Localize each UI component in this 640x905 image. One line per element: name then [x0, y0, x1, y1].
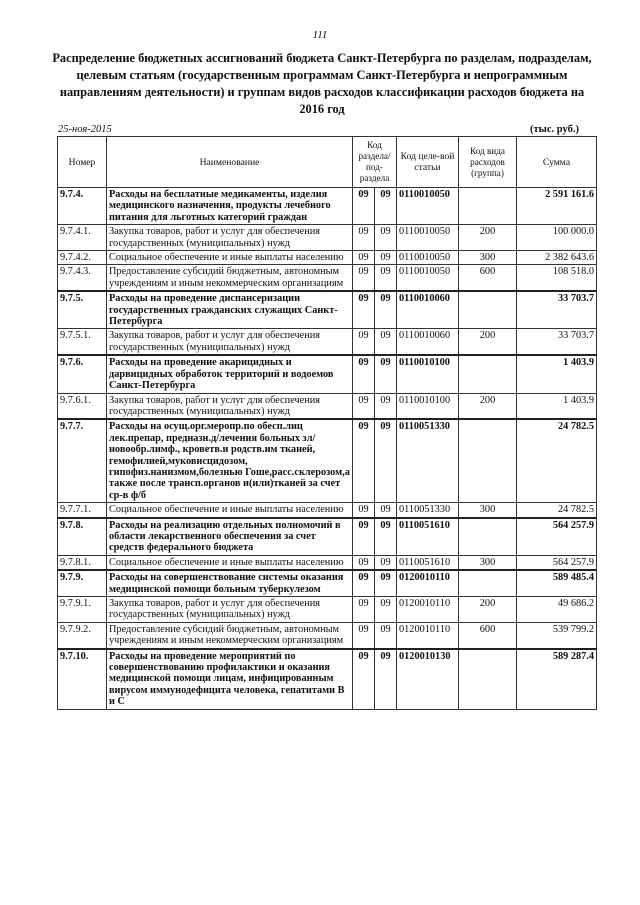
row-expense-type: [459, 570, 517, 596]
table-row: [58, 355, 597, 393]
document-title: Распределение бюджетных ассигнований бюджета Санкт-Петербурга по разделам, подразделам, целевым статьям (государственным программам Санкт-Петербурга и непрограммным направлениям деятельности) и группам видов расходов классификации расходов бюджета на 2016 год: [52, 51, 592, 116]
row-expense-type: 300: [459, 555, 517, 570]
row-section-code: 09: [353, 188, 375, 225]
table-row: [58, 622, 597, 648]
row-number: 9.7.5.1.: [58, 329, 107, 355]
row-amount: 1 403.9: [517, 393, 597, 419]
row-subsection-code: 09: [375, 518, 397, 556]
row-section-code: 09: [353, 503, 375, 518]
row-subsection-code: 09: [375, 393, 397, 419]
table-row: [58, 265, 597, 291]
table-row: [58, 555, 597, 570]
units-label: (тыс. руб.): [530, 124, 579, 135]
row-target-code: 0120010110: [397, 622, 459, 648]
row-expense-type: 200: [459, 225, 517, 251]
row-subsection-code: 09: [375, 265, 397, 291]
row-amount: 1 403.9: [517, 355, 597, 393]
row-expense-type: [459, 649, 517, 710]
row-subsection-code: 09: [375, 355, 397, 393]
row-section-code: 09: [353, 649, 375, 710]
row-expense-type: [459, 355, 517, 393]
row-name: Предоставление субсидий бюджетным, автономным учреждениям и иным некоммерческим организациям: [107, 265, 353, 291]
row-subsection-code: 09: [375, 225, 397, 251]
row-expense-type: 200: [459, 597, 517, 623]
row-amount: 589 485.4: [517, 570, 597, 596]
row-amount: 539 799.2: [517, 622, 597, 648]
row-subsection-code: 09: [375, 555, 397, 570]
row-expense-type: 600: [459, 622, 517, 648]
table-row: [58, 503, 597, 518]
row-name: Закупка товаров, работ и услуг для обеспечения государственных (муниципальных) нужд: [107, 393, 353, 419]
row-section-code: 09: [353, 251, 375, 265]
row-target-code: 0110010050: [397, 225, 459, 251]
row-number: 9.7.9.2.: [58, 622, 107, 648]
row-name: Закупка товаров, работ и услуг для обеспечения государственных (муниципальных) нужд: [107, 329, 353, 355]
row-name: Расходы на проведение акарицидных и дарвицидных обработок территорий и водоемов Санкт-Петербурга: [107, 355, 353, 393]
row-target-code: 0110010050: [397, 188, 459, 225]
row-expense-type: 600: [459, 265, 517, 291]
row-subsection-code: 09: [375, 622, 397, 648]
row-expense-type: [459, 291, 517, 329]
row-expense-type: 300: [459, 503, 517, 518]
row-amount: 2 591 161.6: [517, 188, 597, 225]
row-subsection-code: 09: [375, 251, 397, 265]
table-row: [58, 251, 597, 265]
row-number: 9.7.8.1.: [58, 555, 107, 570]
row-name: Предоставление субсидий бюджетным, автономным учреждениям и иным некоммерческим организациям: [107, 622, 353, 648]
row-amount: 24 782.5: [517, 503, 597, 518]
row-name: Закупка товаров, работ и услуг для обеспечения государственных (муниципальных) нужд: [107, 225, 353, 251]
row-number: 9.7.7.: [58, 419, 107, 502]
row-target-code: 0110010050: [397, 251, 459, 265]
row-target-code: 0110051330: [397, 503, 459, 518]
budget-table: [57, 136, 597, 710]
row-number: 9.7.9.1.: [58, 597, 107, 623]
row-number: 9.7.4.2.: [58, 251, 107, 265]
row-section-code: 09: [353, 419, 375, 502]
header-expense-type-code: Код вида расходов (группа): [459, 137, 517, 188]
table-row: [58, 393, 597, 419]
row-section-code: 09: [353, 329, 375, 355]
row-expense-type: [459, 518, 517, 556]
row-expense-type: 200: [459, 393, 517, 419]
row-number: 9.7.7.1.: [58, 503, 107, 518]
row-target-code: 0110010100: [397, 393, 459, 419]
row-subsection-code: 09: [375, 503, 397, 518]
row-section-code: 09: [353, 225, 375, 251]
row-section-code: 09: [353, 355, 375, 393]
header-number: Номер: [58, 137, 107, 188]
row-expense-type: 200: [459, 329, 517, 355]
row-target-code: 0110010060: [397, 291, 459, 329]
table-header-row: [58, 137, 597, 188]
row-amount: 108 518.0: [517, 265, 597, 291]
row-number: 9.7.4.1.: [58, 225, 107, 251]
row-target-code: 0110010060: [397, 329, 459, 355]
row-target-code: 0110010100: [397, 355, 459, 393]
row-section-code: 09: [353, 555, 375, 570]
row-name: Расходы на реализацию отдельных полномочий в области лекарственного обеспечения за счет средств федерального бюджета: [107, 518, 353, 556]
table-body: [58, 188, 597, 710]
table-row: [58, 597, 597, 623]
row-number: 9.7.6.1.: [58, 393, 107, 419]
row-section-code: 09: [353, 622, 375, 648]
row-target-code: 0110051610: [397, 518, 459, 556]
row-section-code: 09: [353, 393, 375, 419]
document-date: 25-ноя-2015: [58, 124, 112, 135]
row-name: Расходы на бесплатные медикаменты, изделия медицинского назначения, продукты лечебного питания для льготных категорий граждан: [107, 188, 353, 225]
row-section-code: 09: [353, 518, 375, 556]
row-subsection-code: 09: [375, 188, 397, 225]
row-amount: 33 703.7: [517, 329, 597, 355]
row-number: 9.7.4.: [58, 188, 107, 225]
row-amount: 49 686.2: [517, 597, 597, 623]
row-amount: 100 000.0: [517, 225, 597, 251]
row-expense-type: 300: [459, 251, 517, 265]
row-expense-type: [459, 188, 517, 225]
row-subsection-code: 09: [375, 570, 397, 596]
row-amount: 589 287.4: [517, 649, 597, 710]
row-name: Расходы на проведение мероприятий по совершенствованию профилактики и оказания медицинской помощи лицам, инфицированным вирусом иммунодефицита человека, гепатитами В и С: [107, 649, 353, 710]
row-amount: 2 382 643.6: [517, 251, 597, 265]
row-amount: 564 257.9: [517, 555, 597, 570]
table-row: [58, 419, 597, 502]
row-name: Социальное обеспечение и иные выплаты населению: [107, 555, 353, 570]
page-number: 111: [312, 29, 328, 41]
table-row: [58, 570, 597, 596]
header-amount: Сумма: [517, 137, 597, 188]
row-subsection-code: 09: [375, 419, 397, 502]
row-target-code: 0110051330: [397, 419, 459, 502]
row-number: 9.7.10.: [58, 649, 107, 710]
table-row: [58, 329, 597, 355]
row-section-code: 09: [353, 265, 375, 291]
row-number: 9.7.5.: [58, 291, 107, 329]
row-section-code: 09: [353, 570, 375, 596]
table-row: [58, 188, 597, 225]
row-amount: 24 782.5: [517, 419, 597, 502]
row-number: 9.7.9.: [58, 570, 107, 596]
row-subsection-code: 09: [375, 329, 397, 355]
table-row: [58, 291, 597, 329]
row-name: Расходы на осущ.орг.меропр.по обесп.лиц лек.препар, предназн.д/лечения больных зл/новообр.лимф., кроветв.и родств.им тканей, гемофилией,муковисцидозом, гипофиз.нанизмом,болезнью Гоше,расс.склерозом,а также после трансп.органов и(или)тканей за счет ср-в ф/б: [107, 419, 353, 502]
row-target-code: 0120010110: [397, 570, 459, 596]
row-subsection-code: 09: [375, 291, 397, 329]
table-row: [58, 225, 597, 251]
header-section-code: Код раздела/ под-раздела: [353, 137, 397, 188]
row-target-code: 0110051610: [397, 555, 459, 570]
row-name: Расходы на совершенствование системы оказания медицинской помощи больным туберкулезом: [107, 570, 353, 596]
row-number: 9.7.6.: [58, 355, 107, 393]
row-name: Закупка товаров, работ и услуг для обеспечения государственных (муниципальных) нужд: [107, 597, 353, 623]
row-target-code: 0120010110: [397, 597, 459, 623]
table-row: [58, 518, 597, 556]
row-number: 9.7.4.3.: [58, 265, 107, 291]
row-expense-type: [459, 419, 517, 502]
header-target-code: Код целе-вой статьи: [397, 137, 459, 188]
row-name: Социальное обеспечение и иные выплаты населению: [107, 503, 353, 518]
row-section-code: 09: [353, 597, 375, 623]
row-target-code: 0120010130: [397, 649, 459, 710]
row-number: 9.7.8.: [58, 518, 107, 556]
row-name: Социальное обеспечение и иные выплаты населению: [107, 251, 353, 265]
row-subsection-code: 09: [375, 649, 397, 710]
row-amount: 564 257.9: [517, 518, 597, 556]
row-section-code: 09: [353, 291, 375, 329]
row-name: Расходы на проведение диспансеризации государственных гражданских служащих Санкт-Петербурга: [107, 291, 353, 329]
header-name: Наименование: [107, 137, 353, 188]
row-amount: 33 703.7: [517, 291, 597, 329]
row-subsection-code: 09: [375, 597, 397, 623]
row-target-code: 0110010050: [397, 265, 459, 291]
table-row: [58, 649, 597, 710]
